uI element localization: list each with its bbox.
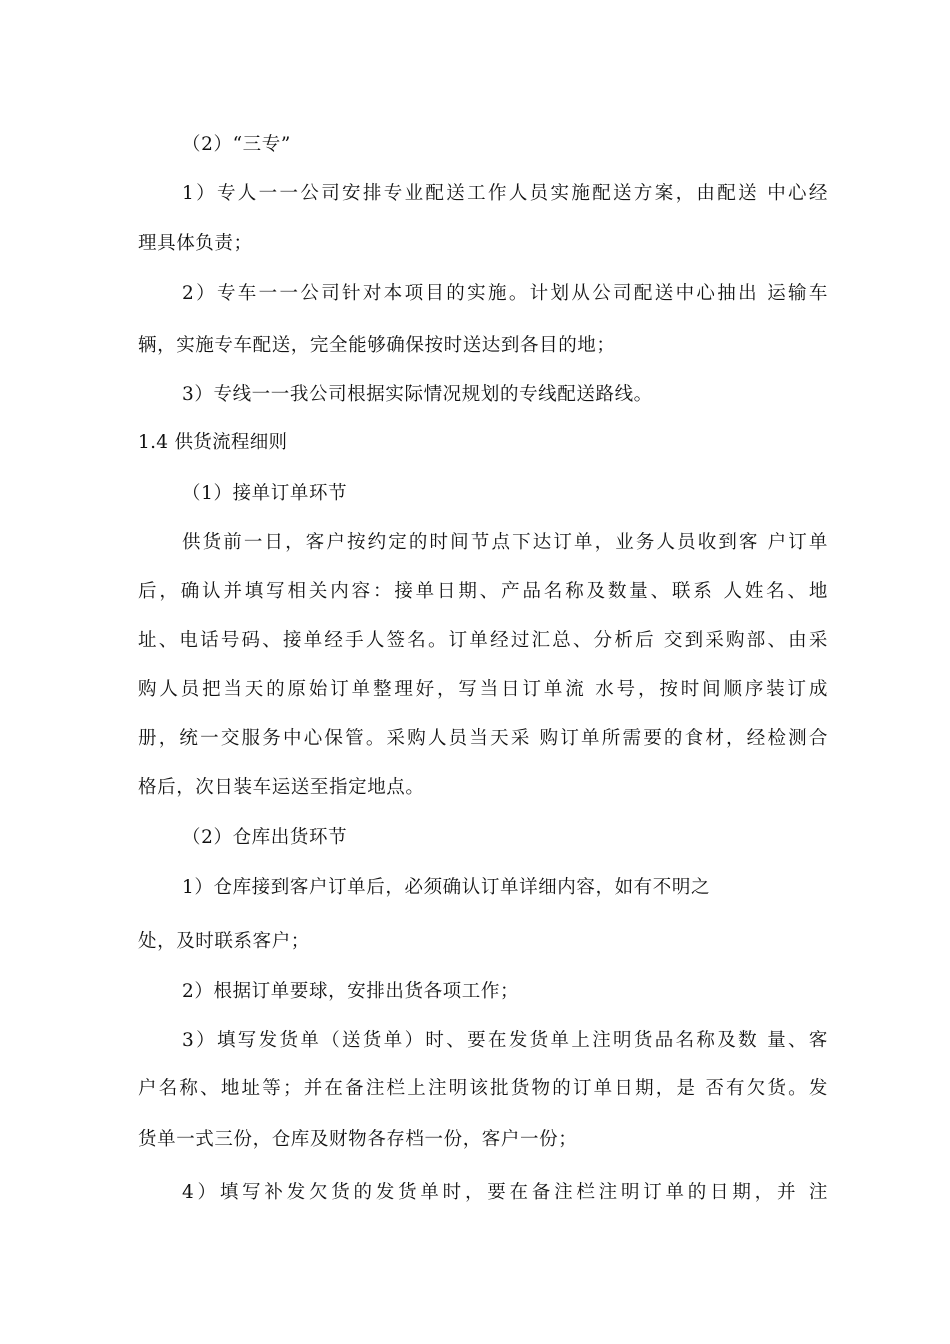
paragraph-line: 格后，次日装车运送至指定地点。 (138, 777, 425, 798)
paragraph-line: 供货前一日，客户按约定的时间节点下达订单，业务人员收到客 户订单 (182, 532, 828, 553)
subsection-heading-warehouse: （2）仓库出货环节 (182, 827, 348, 848)
paragraph-line: 4）填写补发欠货的发货单时，要在备注栏注明订单的日期，并 注 (182, 1182, 828, 1203)
paragraph-line: 3）填写发货单（送货单）时、要在发货单上注明货品名称及数 量、客 (182, 1030, 828, 1051)
paragraph-line: 后，确认并填写相关内容：接单日期、产品名称及数量、联系 人姓名、地 (138, 581, 828, 602)
paragraph-line: 2）专车一一公司针对本项目的实施。计划从公司配送中心抽出 运输车 (182, 283, 828, 304)
paragraph-line: 购人员把当天的原始订单整理好，写当日订单流 水号，按时间顺序装订成 (138, 679, 828, 700)
paragraph-line: 1）专人一一公司安排专业配送工作人员实施配送方案，由配送 中心经 (182, 183, 828, 204)
paragraph-line: 3）专线一一我公司根据实际情况规划的专线配送路线。 (182, 384, 653, 405)
paragraph-line: 册，统一交服务中心保管。采购人员当天采 购订单所需要的食材，经检测合 (138, 728, 828, 749)
paragraph-line: 2）根据订单要球，安排出货各项工作； (182, 981, 520, 1002)
paragraph-line: 户名称、地址等；并在备注栏上注明该批货物的订单日期，是 否有欠货。发 (138, 1078, 828, 1099)
paragraph-line: 辆，实施专车配送，完全能够确保按时送达到各目的地； (138, 335, 616, 356)
paragraph-line: 址、电话号码、接单经手人签名。订单经过汇总、分析后 交到采购部、由采 (138, 630, 828, 651)
paragraph-line: 货单一式三份，仓库及财物各存档一份，客户一份； (138, 1129, 578, 1150)
paragraph-line: 1）仓库接到客户订单后，必须确认订单详细内容，如有不明之 (182, 877, 711, 898)
section-heading: 1.4 供货流程细则 (138, 432, 288, 453)
subsection-heading-three-special: （2）“三专” (182, 134, 291, 155)
paragraph-line: 理具体负责； (138, 233, 253, 254)
subsection-heading-order: （1）接单订单环节 (182, 483, 348, 504)
paragraph-line: 处，及时联系客户； (138, 931, 310, 952)
